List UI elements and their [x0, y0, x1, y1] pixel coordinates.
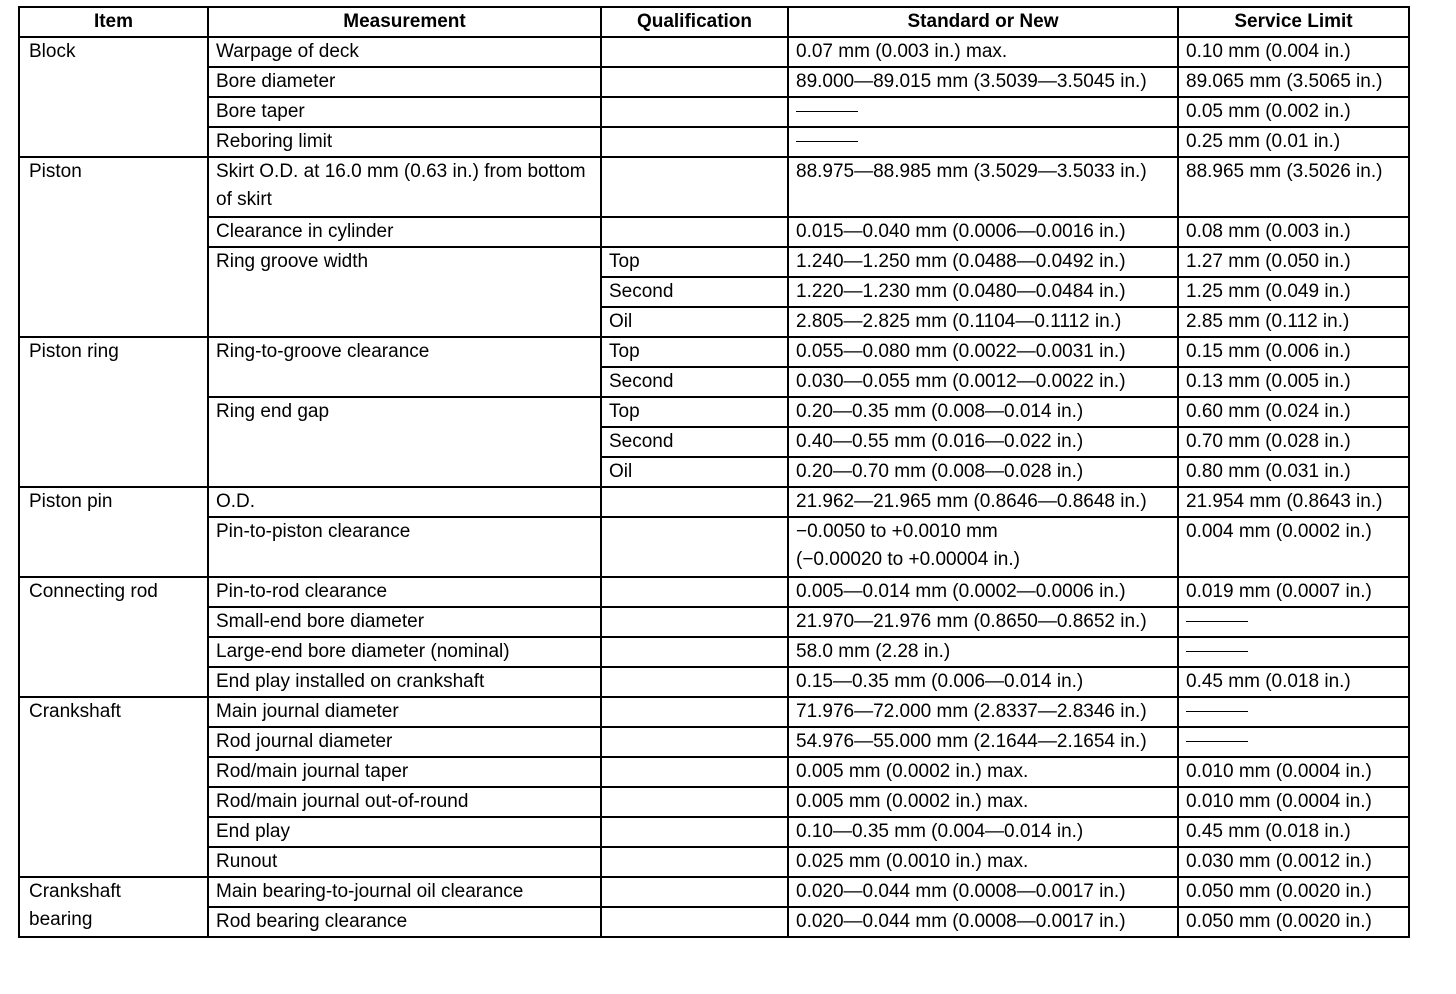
qualification-cell: Oil — [601, 457, 788, 487]
table-row — [19, 757, 1409, 787]
measurement-cell: Large-end bore diameter (nominal) — [208, 637, 601, 667]
qualification-cell — [601, 877, 788, 907]
table-row — [19, 517, 1409, 577]
limit-cell: 1.27 mm (0.050 in.) — [1178, 247, 1409, 277]
qualification-cell: Top — [601, 247, 788, 277]
table-row — [19, 217, 1409, 247]
limit-cell: 0.05 mm (0.002 in.) — [1178, 97, 1409, 127]
item-line-2: bearing — [29, 909, 93, 930]
header-service-limit: Service Limit — [1178, 7, 1409, 37]
header-qualification: Qualification — [601, 7, 788, 37]
standard-cell: 0.005 mm (0.0002 in.) max. — [788, 787, 1178, 817]
limit-cell: 0.70 mm (0.028 in.) — [1178, 427, 1409, 457]
limit-cell: 0.15 mm (0.006 in.) — [1178, 337, 1409, 367]
standard-cell — [788, 517, 1178, 577]
blank-value-dash — [796, 141, 858, 142]
table-row — [19, 847, 1409, 877]
item-block: Block — [19, 37, 208, 157]
table-row — [19, 697, 1409, 727]
blank-value-dash — [1186, 741, 1248, 742]
limit-cell: 0.010 mm (0.0004 in.) — [1178, 787, 1409, 817]
table-row — [19, 97, 1409, 127]
standard-cell: 0.005 mm (0.0002 in.) max. — [788, 757, 1178, 787]
standard-cell: 0.40—0.55 mm (0.016—0.022 in.) — [788, 427, 1178, 457]
item-crankshaft: Crankshaft — [19, 697, 208, 877]
qualification-cell — [601, 637, 788, 667]
measurement-cell: Warpage of deck — [208, 37, 601, 67]
qualification-cell — [601, 667, 788, 697]
table-row — [19, 337, 1409, 367]
measurement-cell: O.D. — [208, 487, 601, 517]
measurement-cell: Ring-to-groove clearance — [208, 337, 601, 397]
qualification-cell — [601, 847, 788, 877]
measurement-cell: Clearance in cylinder — [208, 217, 601, 247]
standard-cell: 58.0 mm (2.28 in.) — [788, 637, 1178, 667]
standard-cell: 21.970—21.976 mm (0.8650—0.8652 in.) — [788, 607, 1178, 637]
measurement-cell: Ring groove width — [208, 247, 601, 337]
limit-cell: 0.13 mm (0.005 in.) — [1178, 367, 1409, 397]
qualification-cell: Second — [601, 427, 788, 457]
standard-cell: 0.055—0.080 mm (0.0022—0.0031 in.) — [788, 337, 1178, 367]
measurement-cell: Rod journal diameter — [208, 727, 601, 757]
qualification-cell — [601, 127, 788, 157]
qualification-cell — [601, 727, 788, 757]
limit-cell: 0.019 mm (0.0007 in.) — [1178, 577, 1409, 607]
qualification-cell — [601, 607, 788, 637]
measurement-cell: Main journal diameter — [208, 697, 601, 727]
measurement-cell: Rod/main journal out-of-round — [208, 787, 601, 817]
header-row — [19, 7, 1409, 37]
standard-cell: 0.07 mm (0.003 in.) max. — [788, 37, 1178, 67]
measurement-cell: Runout — [208, 847, 601, 877]
limit-cell — [1178, 727, 1409, 757]
limit-cell: 0.08 mm (0.003 in.) — [1178, 217, 1409, 247]
standard-cell: 88.975—88.985 mm (3.5029—3.5033 in.) — [788, 157, 1178, 217]
limit-cell: 0.25 mm (0.01 in.) — [1178, 127, 1409, 157]
standard-cell: 0.20—0.35 mm (0.008—0.014 in.) — [788, 397, 1178, 427]
qualification-cell: Top — [601, 397, 788, 427]
limit-cell: 0.80 mm (0.031 in.) — [1178, 457, 1409, 487]
table-row — [19, 667, 1409, 697]
standard-cell: 0.20—0.70 mm (0.008—0.028 in.) — [788, 457, 1178, 487]
limit-cell: 0.60 mm (0.024 in.) — [1178, 397, 1409, 427]
qualification-cell — [601, 517, 788, 577]
measurement-cell: Rod bearing clearance — [208, 907, 601, 937]
limit-cell: 0.004 mm (0.0002 in.) — [1178, 517, 1409, 577]
header-measurement: Measurement — [208, 7, 601, 37]
limit-cell: 0.030 mm (0.0012 in.) — [1178, 847, 1409, 877]
table-row — [19, 577, 1409, 607]
header-item: Item — [19, 7, 208, 37]
measurement-cell: Main bearing-to-journal oil clearance — [208, 877, 601, 907]
measurement-cell: Rod/main journal taper — [208, 757, 601, 787]
qualification-cell — [601, 157, 788, 217]
measurement-cell: Ring end gap — [208, 397, 601, 487]
qualification-cell — [601, 217, 788, 247]
table-row — [19, 607, 1409, 637]
qualification-cell: Oil — [601, 307, 788, 337]
item-piston-ring: Piston ring — [19, 337, 208, 487]
limit-cell — [1178, 607, 1409, 637]
qualification-cell — [601, 97, 788, 127]
blank-value-dash — [796, 111, 858, 112]
qualification-cell — [601, 907, 788, 937]
qualification-cell: Top — [601, 337, 788, 367]
qualification-cell — [601, 37, 788, 67]
standard-cell: 21.962—21.965 mm (0.8646—0.8648 in.) — [788, 487, 1178, 517]
qualification-cell: Second — [601, 277, 788, 307]
limit-cell: 88.965 mm (3.5026 in.) — [1178, 157, 1409, 217]
standard-cell: 89.000—89.015 mm (3.5039—3.5045 in.) — [788, 67, 1178, 97]
limit-cell: 21.954 mm (0.8643 in.) — [1178, 487, 1409, 517]
limit-cell: 2.85 mm (0.112 in.) — [1178, 307, 1409, 337]
standard-cell: 54.976—55.000 mm (2.1644—2.1654 in.) — [788, 727, 1178, 757]
standard-cell: 2.805—2.825 mm (0.1104—0.1112 in.) — [788, 307, 1178, 337]
limit-cell — [1178, 637, 1409, 667]
standard-cell: 0.020—0.044 mm (0.0008—0.0017 in.) — [788, 907, 1178, 937]
table-row — [19, 907, 1409, 937]
limit-cell: 0.050 mm (0.0020 in.) — [1178, 877, 1409, 907]
specifications-table — [18, 6, 1410, 938]
blank-value-dash — [1186, 621, 1248, 622]
standard-cell: 0.020—0.044 mm (0.0008—0.0017 in.) — [788, 877, 1178, 907]
qualification-cell — [601, 67, 788, 97]
standard-line-2: (−0.00020 to +0.00004 in.) — [796, 549, 1020, 570]
item-piston: Piston — [19, 157, 208, 337]
limit-cell: 1.25 mm (0.049 in.) — [1178, 277, 1409, 307]
standard-cell — [788, 127, 1178, 157]
measurement-cell: Bore diameter — [208, 67, 601, 97]
standard-cell: 0.015—0.040 mm (0.0006—0.0016 in.) — [788, 217, 1178, 247]
qualification-cell — [601, 577, 788, 607]
measurement-cell: Reboring limit — [208, 127, 601, 157]
standard-cell: 1.240—1.250 mm (0.0488—0.0492 in.) — [788, 247, 1178, 277]
qualification-cell — [601, 697, 788, 727]
table-row — [19, 67, 1409, 97]
table-row — [19, 37, 1409, 67]
item-crankshaft-bearing — [19, 877, 208, 937]
limit-cell: 0.45 mm (0.018 in.) — [1178, 817, 1409, 847]
measurement-cell: Small-end bore diameter — [208, 607, 601, 637]
measurement-cell: End play — [208, 817, 601, 847]
blank-value-dash — [1186, 711, 1248, 712]
table-row — [19, 817, 1409, 847]
limit-cell — [1178, 697, 1409, 727]
table-row — [19, 877, 1409, 907]
standard-cell: 0.030—0.055 mm (0.0012—0.0022 in.) — [788, 367, 1178, 397]
qualification-cell — [601, 817, 788, 847]
standard-cell: 0.005—0.014 mm (0.0002—0.0006 in.) — [788, 577, 1178, 607]
item-piston-pin: Piston pin — [19, 487, 208, 577]
qualification-cell — [601, 787, 788, 817]
limit-cell: 0.45 mm (0.018 in.) — [1178, 667, 1409, 697]
table-row — [19, 247, 1409, 277]
qualification-cell: Second — [601, 367, 788, 397]
limit-cell: 0.050 mm (0.0020 in.) — [1178, 907, 1409, 937]
item-connecting-rod: Connecting rod — [19, 577, 208, 697]
standard-cell: 0.10—0.35 mm (0.004—0.014 in.) — [788, 817, 1178, 847]
limit-cell: 89.065 mm (3.5065 in.) — [1178, 67, 1409, 97]
standard-cell: 1.220—1.230 mm (0.0480—0.0484 in.) — [788, 277, 1178, 307]
table-row — [19, 157, 1409, 217]
limit-cell: 0.10 mm (0.004 in.) — [1178, 37, 1409, 67]
standard-cell: 0.15—0.35 mm (0.006—0.014 in.) — [788, 667, 1178, 697]
header-standard: Standard or New — [788, 7, 1178, 37]
standard-line-1: −0.0050 to +0.0010 mm — [796, 521, 998, 542]
table-row — [19, 397, 1409, 427]
table-row — [19, 127, 1409, 157]
table-row — [19, 787, 1409, 817]
standard-cell: 0.025 mm (0.0010 in.) max. — [788, 847, 1178, 877]
item-line-1: Crankshaft — [29, 881, 121, 902]
measurement-cell: Pin-to-rod clearance — [208, 577, 601, 607]
standard-cell: 71.976—72.000 mm (2.8337—2.8346 in.) — [788, 697, 1178, 727]
measurement-cell: End play installed on crankshaft — [208, 667, 601, 697]
measurement-cell: Pin-to-piston clearance — [208, 517, 601, 577]
table-row — [19, 487, 1409, 517]
measurement-cell: Skirt O.D. at 16.0 mm (0.63 in.) from bottom of skirt — [208, 157, 601, 217]
measurement-cell: Bore taper — [208, 97, 601, 127]
blank-value-dash — [1186, 651, 1248, 652]
table-row — [19, 727, 1409, 757]
table-row — [19, 637, 1409, 667]
standard-cell — [788, 97, 1178, 127]
limit-cell: 0.010 mm (0.0004 in.) — [1178, 757, 1409, 787]
qualification-cell — [601, 487, 788, 517]
qualification-cell — [601, 757, 788, 787]
